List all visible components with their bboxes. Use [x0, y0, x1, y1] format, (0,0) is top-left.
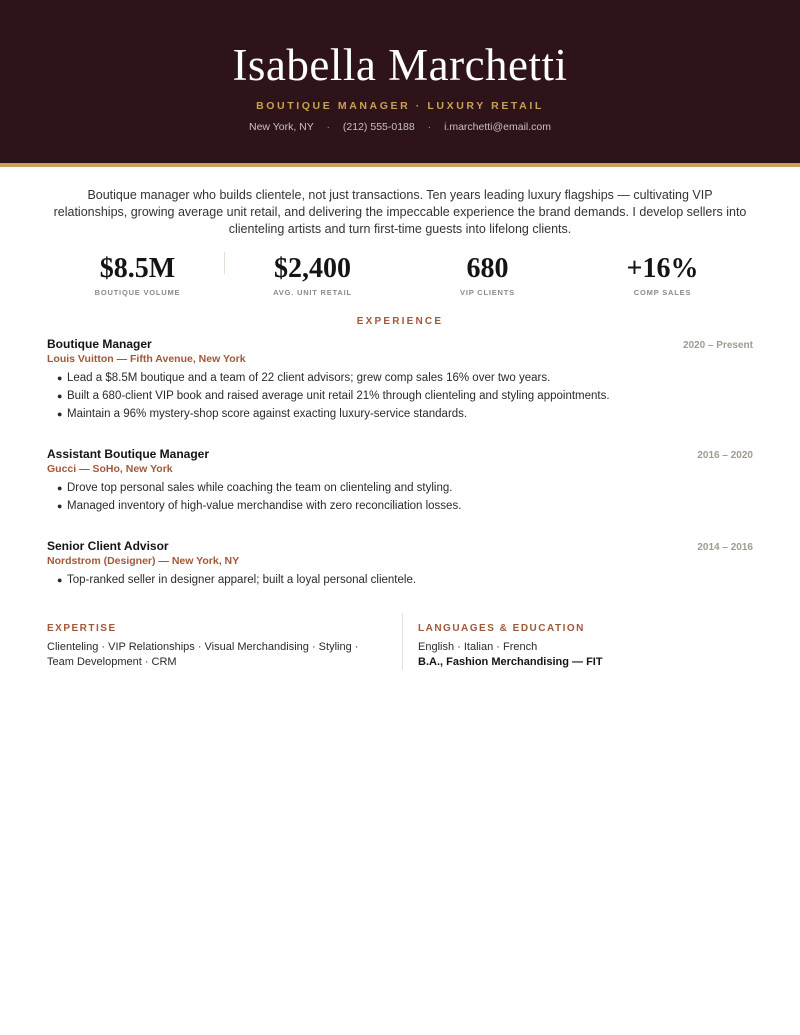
contact-location: New York, NY [248, 121, 314, 133]
languages-education-heading: LANGUAGES & EDUCATION [418, 623, 585, 634]
languages-education-section [403, 613, 753, 670]
job-entry [47, 447, 753, 515]
bullet-icon: ● [57, 483, 63, 493]
contact-separator: · [326, 121, 330, 133]
contact-email[interactable]: i.marchetti@email.com [444, 121, 552, 133]
stat-label: VIP CLIENTS [460, 288, 515, 297]
stat-boutique-volume [50, 252, 225, 297]
bullet-icon: ● [57, 391, 63, 401]
bullet-icon: ● [57, 501, 63, 511]
stat-value: $2,400 [274, 253, 351, 284]
job-title: Boutique Manager [47, 337, 152, 351]
job-bullet: ● Drove top personal sales while coaching the team on clienteling and styling. [47, 479, 753, 497]
header-accent-line [0, 163, 800, 167]
profile-summary: Boutique manager who builds clientele, not just transactions. Ten years leading luxury flagships — cultivating VIP relationships, growing average unit retail, and delivering the impeccable experience the brand demands. I develop sellers into clienteling artists and turn first-time guests into lifelong clients. [53, 188, 747, 236]
job-bullet: ● Maintain a 96% mystery-shop score against exacting luxury-service standards. [47, 405, 753, 423]
job-dates: 2020 – Present [682, 340, 753, 351]
education-degree: B.A., Fashion Merchandising — FIT [418, 656, 603, 668]
job-dates: 2016 – 2020 [697, 450, 753, 461]
job-bullet: ● Lead a $8.5M boutique and a team of 22 client advisors; grew comp sales 16% over two years. [47, 369, 753, 387]
contact-separator: · [427, 121, 432, 133]
stat-value: 680 [466, 253, 509, 284]
job-entry [47, 337, 753, 423]
candidate-name: Isabella Marchetti [232, 40, 568, 90]
stat-label: AVG. UNIT RETAIL [273, 288, 352, 297]
candidate-tagline: BOUTIQUE MANAGER · LUXURY RETAIL [256, 100, 544, 112]
job-organization: Gucci — SoHo, New York [47, 463, 173, 475]
job-title: Senior Client Advisor [47, 539, 169, 553]
experience-list [47, 337, 753, 589]
resume-header [0, 0, 800, 163]
job-dates: 2014 – 2016 [697, 542, 753, 553]
bullet-icon: ● [57, 575, 63, 585]
expertise-heading: EXPERTISE [47, 623, 117, 634]
bottom-columns [47, 613, 753, 670]
job-bullet: ● Managed inventory of high-value merchandise with zero reconciliation losses. [47, 497, 753, 515]
stats-row [50, 252, 750, 297]
stat-vip-clients [400, 252, 575, 297]
contact-line [0, 121, 800, 133]
expertise-section [47, 613, 403, 670]
stat-value: +16% [626, 253, 699, 284]
stat-label: COMP SALES [633, 288, 692, 297]
job-entry [47, 539, 753, 589]
languages-list: English · Italian · French [418, 641, 538, 653]
job-bullet: ● Built a 680-client VIP book and raised average unit retail 21% through clienteling and styling appointments. [47, 387, 753, 405]
stat-avg-unit-retail [225, 252, 400, 297]
bullet-icon: ● [57, 409, 63, 419]
job-title: Assistant Boutique Manager [47, 447, 210, 461]
stat-label: BOUTIQUE VOLUME [94, 288, 181, 297]
expertise-list: Clienteling · VIP Relationships · Visual Merchandising · Styling · Team Development · CRM [47, 641, 359, 668]
contact-phone: (212) 555-0188 [342, 121, 415, 133]
stat-value: $8.5M [99, 253, 176, 284]
job-organization: Louis Vuitton — Fifth Avenue, New York [47, 353, 246, 365]
bullet-icon: ● [57, 373, 63, 383]
experience-heading: EXPERIENCE [356, 316, 444, 327]
job-bullet: ● Top-ranked seller in designer apparel; built a loyal personal clientele. [47, 571, 753, 589]
stat-comp-sales [575, 252, 750, 297]
job-organization: Nordstrom (Designer) — New York, NY [47, 555, 240, 567]
